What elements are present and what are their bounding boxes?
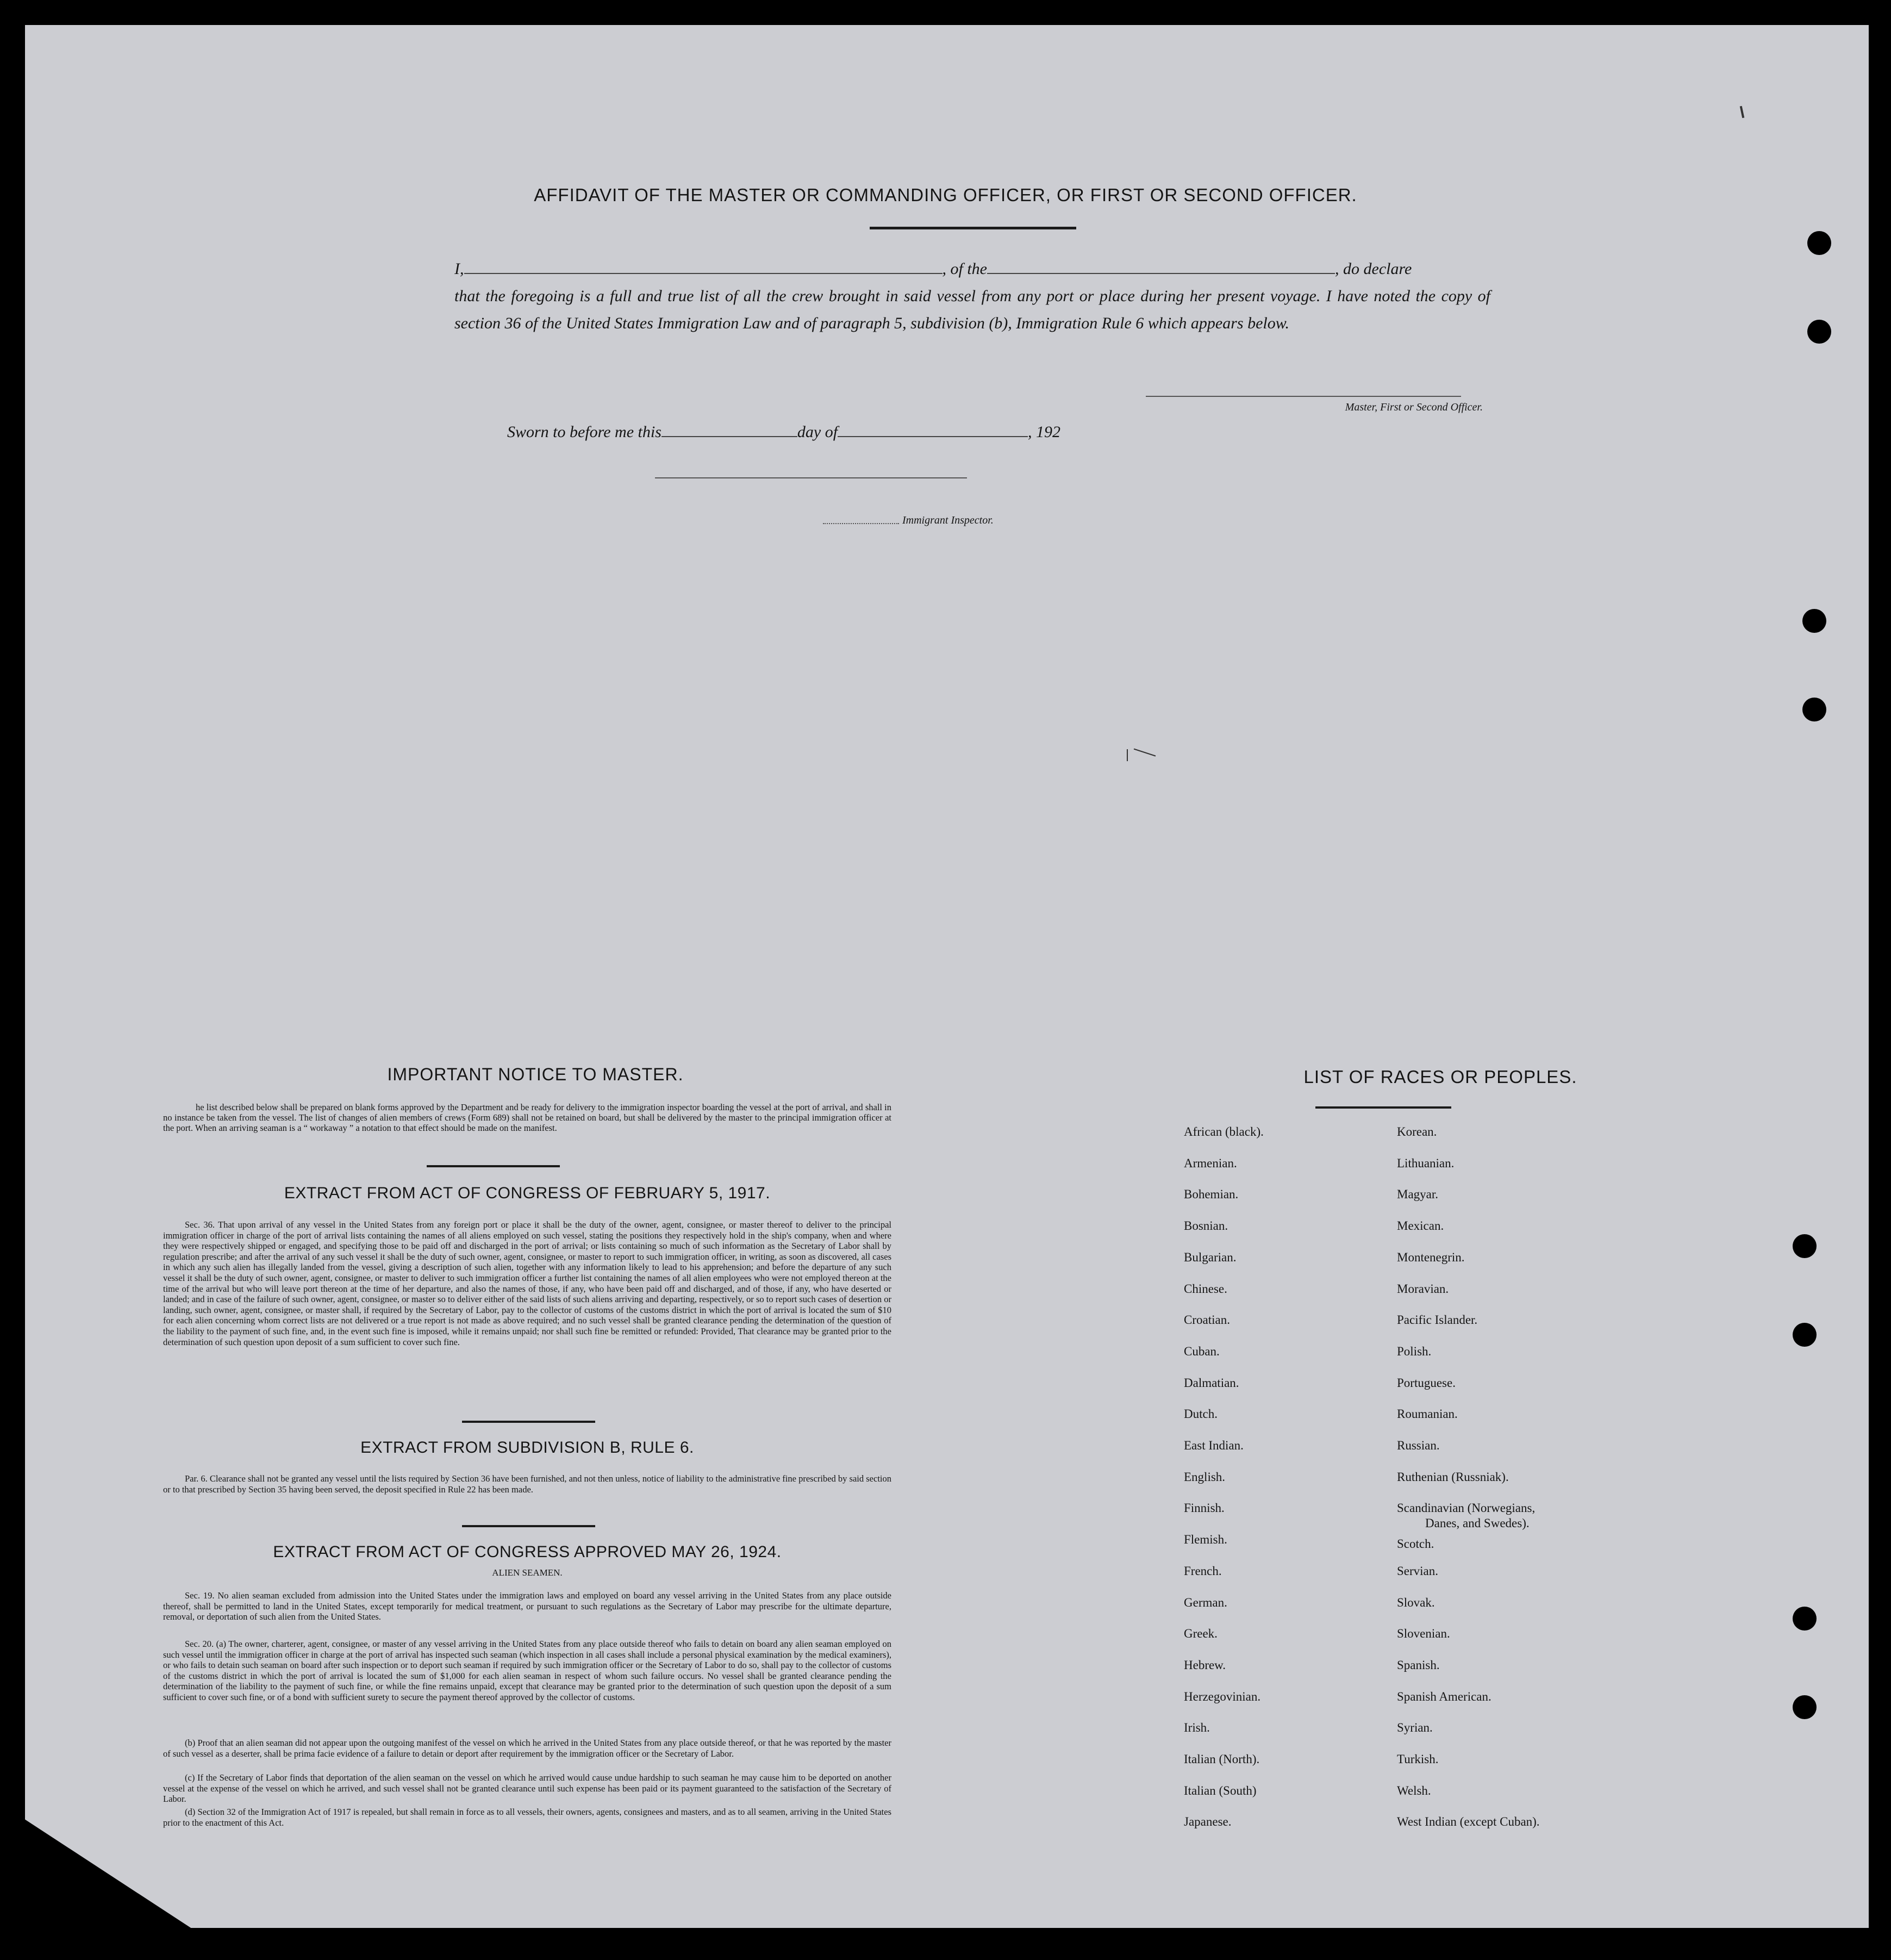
race-item: Spanish. — [1397, 1658, 1440, 1672]
race-item: Roumanian. — [1397, 1407, 1458, 1421]
sworn-month-field[interactable] — [838, 436, 1028, 437]
race-item: Pacific Islander. — [1397, 1313, 1478, 1327]
race-item: Greek. — [1184, 1627, 1218, 1640]
sworn-line — [507, 423, 1060, 441]
punch-hole — [1793, 1695, 1817, 1719]
race-item: Bosnian. — [1184, 1219, 1228, 1233]
punch-hole — [1793, 1234, 1817, 1258]
race-item: Welsh. — [1397, 1784, 1431, 1797]
race-item: Syrian. — [1397, 1721, 1433, 1734]
race-item: Magyar. — [1397, 1187, 1439, 1201]
race-item: Dalmatian. — [1184, 1376, 1239, 1390]
race-item: West Indian (except Cuban). — [1397, 1815, 1540, 1828]
race-item: Bohemian. — [1184, 1187, 1239, 1201]
sworn-day-field[interactable] — [661, 436, 797, 437]
inspector-signature-line[interactable] — [655, 477, 967, 478]
affidavit-do-declare: , do declare — [1335, 260, 1412, 278]
race-item: Scotch. — [1397, 1537, 1434, 1551]
sworn-day-of: day of — [797, 423, 838, 441]
punch-hole — [1807, 320, 1831, 344]
races-title: LIST OF RACES OR PEOPLES. — [1303, 1067, 1577, 1087]
races-title-rule — [1315, 1106, 1451, 1109]
race-item: Mexican. — [1397, 1219, 1444, 1233]
race-item: Ruthenian (Russniak). — [1397, 1470, 1509, 1484]
name-field[interactable] — [464, 273, 943, 274]
race-item: Italian (South) — [1184, 1784, 1257, 1797]
race-item: German. — [1184, 1596, 1227, 1609]
sworn-year: , 192 — [1028, 423, 1061, 441]
race-item: Turkish. — [1397, 1752, 1439, 1766]
extract-1924-sec20b: (b) Proof that an alien seaman did not appear upon the outgoing manifest of the vessel on which he arrived in the United States from any place outside thereof, or that he was reported by the master of such vessel as a deserter, shall be prima facie evidence of a failure to detain or deport after requirement by the immigration officer or the Secretary of Labor. — [163, 1738, 891, 1759]
race-item: English. — [1184, 1470, 1226, 1484]
extract-1917-text: Sec. 36. That upon arrival of any vessel in the United States from any foreign port or place it shall be the duty of the owner, agent, consignee, or master thereof to deliver to the principal immigration officer in charge of the port of arrival lists containing the names of all aliens employed on such vessel, stating the positions they respectively hold in the ship's company, when and where they were respectively shipped or engaged, and specifying those to be paid off and discharged in the port of arrival; or lists containing so much of such information as the Secretary of Labor shall by regulation prescribe; and after the arrival of any such vessel it shall be the duty of such owner, agent, consignee, or master to report to such immigration officer, in writing, as soon as discovered, all cases in which any such alien has illegally landed from the vessel, giving a description of such alien, together with any information likely to lead to his apprehension; and before the departure of any such vessel it shall be the duty of such owner, agent, consignee, or master to deliver to such immigration officer a further list containing the names of all alien employees who were not employed thereon at the time of the arrival but who will leave port thereon at the time of her departure, and also the names of those, if any, who have been paid off and discharged, and of those, if any, who have deserted or landed; and in case of the failure of such owner, agent, consignee, or master so to deliver either of the said lists of such aliens arriving and departing, respectively, or so to report such cases of desertion or landing, such owner, agent, consignee, or master shall, if required by the Secretary of Labor, pay to the collector of customs of the customs district in which the port of arrival is located the sum of $10 for each alien concerning whom correct lists are not delivered or a true report is not made as above required; and no such vessel shall be granted clearance pending the determination of the question of the liability to the payment of such fine, and, in the event such fine is imposed, while it remains unpaid; nor shall such fine be remitted or refunded: Provided, That clearance may be granted prior to the determination of such question upon deposit of a sum sufficient to cover such fine. — [163, 1219, 891, 1347]
affidavit-of-the: , of the — [942, 260, 987, 278]
race-item: Herzegovinian. — [1184, 1690, 1261, 1703]
extract-1924-sec20a: Sec. 20. (a) The owner, charterer, agent, consignee, or master of any vessel arriving in the United States from any place outside thereof who fails to detain on board any alien seaman employed on such vessel until the immigration officer in charge at the port of arrival has inspected such seaman (which inspection in all cases shall include a personal physical examination by the medical examiners), or who fails to detain such seaman on board after such inspection or to deport such seaman if required by such immigration officer or the Secretary of Labor to do so, shall pay to the collector of customs of the customs district in which the port of arrival is located the sum of $1,000 for each alien seaman in respect of whom such failure occurs. No vessel shall be granted clearance pending the determination of the liability to the payment of such fine, or while the fine remains unpaid, except that clearance may be granted prior to the determination of such question upon the deposit of a sum sufficient to cover such fine, or of a bond with sufficient surety to secure the payment thereof approved by the collector of customs. — [163, 1639, 891, 1702]
race-item: Irish. — [1184, 1721, 1210, 1734]
extract-1924-title: EXTRACT FROM ACT OF CONGRESS APPROVED MAY 26, 1924. — [273, 1543, 782, 1561]
race-item: Finnish. — [1184, 1501, 1225, 1515]
signature-caption: Master, First or Second Officer. — [1345, 401, 1483, 413]
punch-hole — [1793, 1607, 1817, 1631]
race-item: Slovenian. — [1397, 1627, 1450, 1640]
race-item: Servian. — [1397, 1564, 1439, 1578]
punch-hole — [1807, 231, 1831, 255]
race-item: Flemish. — [1184, 1533, 1227, 1546]
affidavit-i: I, — [454, 260, 464, 278]
extract-1924-sec20d: (d) Section 32 of the Immigration Act of 1917 is repealed, but shall remain in force as to all vessels, their owners, agents, consignees and masters, and as to all seamen, arriving in the United States prior to the enactment of this Act. — [163, 1807, 891, 1828]
punch-hole — [1793, 1323, 1817, 1347]
extract-rule6-title: EXTRACT FROM SUBDIVISION B, RULE 6. — [360, 1439, 694, 1457]
extract-1924-subtitle: ALIEN SEAMEN. — [492, 1567, 563, 1578]
race-item: Slovak. — [1397, 1596, 1435, 1609]
punch-hole — [1802, 609, 1826, 633]
section-rule — [427, 1165, 560, 1167]
sworn-prefix: Sworn to before me this — [507, 423, 661, 441]
affidavit-declaration: that the foregoing is a full and true list of all the crew brought in said vessel from any port or place during her present voyage. I have noted the copy of section 36 of the United States Immigration Law and of paragraph 5, subdivision (b), Immigration Rule 6 which appears below. — [454, 287, 1490, 332]
race-item: French. — [1184, 1564, 1222, 1578]
inspector-dotted-line — [823, 523, 899, 524]
extract-1924-sec20c: (c) If the Secretary of Labor finds that deportation of the alien seaman on the vessel on which he arrived would cause undue hardship to such seaman he may cause him to be deported on another vessel at the expense of the vessel on which he arrived, and such vessel shall not be granted clearance until such expense has been paid or its payment guaranteed to the satisfaction of the Secretary of Labor. — [163, 1772, 891, 1805]
race-item: Cuban. — [1184, 1345, 1220, 1358]
race-item: Spanish American. — [1397, 1690, 1491, 1703]
vessel-field[interactable] — [987, 273, 1335, 274]
race-item: Moravian. — [1397, 1282, 1449, 1296]
section-rule — [462, 1525, 595, 1527]
extract-1917-title: EXTRACT FROM ACT OF CONGRESS OF FEBRUARY 5, 1917. — [284, 1184, 771, 1202]
affidavit-title-rule — [870, 227, 1076, 229]
inspector-caption: Immigrant Inspector. — [902, 514, 994, 526]
race-item: Chinese. — [1184, 1282, 1227, 1296]
notice-text: he list described below shall be prepared on blank forms approved by the Department and be ready for delivery to the immigration inspector boarding the vessel at the port of arrival, and shall in no instance be taken from the vessel. The list of changes of alien members of crews (Form 689) shall not be retained on board, but shall be delivered by the master to the principal immigration officer at the port. When an arriving seaman is a “ workaway ” a notation to that effect should be made on the manifest. — [163, 1102, 891, 1133]
race-item: Korean. — [1397, 1125, 1437, 1138]
extract-1924-sec19: Sec. 19. No alien seaman excluded from admission into the United States under the immigration laws and employed on board any vessel arriving in the United States from any place outside thereof, shall be permitted to land in the United States, except temporarily for medical treatment, or pursuant to such regulations as the Secretary of Labor may prescribe for the ultimate departure, removal, or deportation of such alien from the United States. — [163, 1590, 891, 1622]
race-item: Bulgarian. — [1184, 1250, 1237, 1264]
race-item: Croatian. — [1184, 1313, 1230, 1327]
race-item: Danes, and Swedes). — [1425, 1516, 1530, 1530]
section-rule — [462, 1421, 595, 1423]
race-item: Hebrew. — [1184, 1658, 1226, 1672]
race-item: Dutch. — [1184, 1407, 1218, 1421]
race-item: Armenian. — [1184, 1156, 1237, 1170]
race-item: Japanese. — [1184, 1815, 1232, 1828]
affidavit-body — [454, 256, 1490, 337]
race-item: Polish. — [1397, 1345, 1432, 1358]
race-item: Italian (North). — [1184, 1752, 1260, 1766]
signature-line[interactable] — [1146, 396, 1461, 397]
race-item: Russian. — [1397, 1439, 1440, 1452]
affidavit-title: AFFIDAVIT OF THE MASTER OR COMMANDING OFFICER, OR FIRST OR SECOND OFFICER. — [534, 185, 1357, 205]
notice-title: IMPORTANT NOTICE TO MASTER. — [387, 1065, 684, 1084]
race-item: Scandinavian (Norwegians, — [1397, 1501, 1536, 1515]
race-item: Montenegrin. — [1397, 1250, 1465, 1264]
punch-hole — [1802, 698, 1826, 721]
race-item: East Indian. — [1184, 1439, 1244, 1452]
extract-rule6-text: Par. 6. Clearance shall not be granted any vessel until the lists required by Section 36 have been furnished, and not then unless, notice of liability to the administrative fine prescribed by said section or to that prescribed by Section 35 having been served, the deposit specified in Rule 22 has been made. — [163, 1473, 891, 1495]
race-item: Lithuanian. — [1397, 1156, 1455, 1170]
race-item: Portuguese. — [1397, 1376, 1456, 1390]
race-item: African (black). — [1184, 1125, 1264, 1138]
stray-mark — [1127, 749, 1128, 761]
